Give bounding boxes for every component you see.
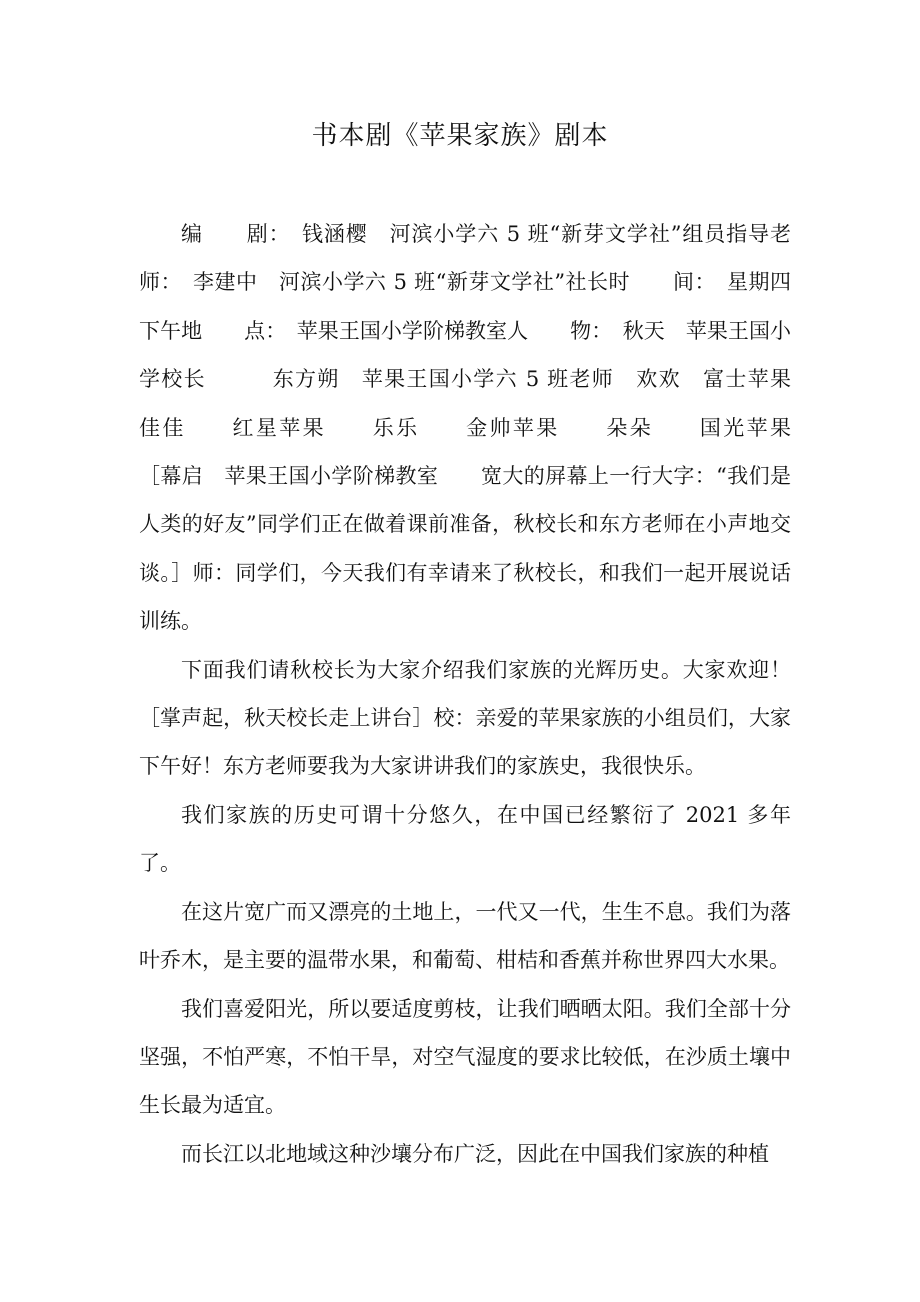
paragraph-credits: 编 剧： 钱涵樱 河滨小学六 5 班“新芽文学社”组员指导老师： 李建中 河滨小学六 5 班“新芽文学社”社长时 间： 星期四下午地 点： 苹果王国小学阶梯教室人 物： 秋天 苹果王国小学校长 东方朔 苹果王国小学六 5 班老师 欢欢 富士苹果 佳佳 红星苹果 乐乐 金帅苹果 朵朵 国光苹果 ［幕启 苹果王国小学阶梯教室 宽大的屏幕上一行大字：“我们是人类的好友”同学们正在做着课前准备，秋校长和东方老师在小声地交谈。］师：同学们，今天我们有幸请来了秋校长，和我们一起开展说话训练。 <box>139 222 833 634</box>
paragraph-sunlight: 我们喜爱阳光，所以要适度剪枝，让我们晒晒太阳。我们全部十分坚强，不怕严寒，不怕干旱，对空气湿度的要求比较低，在沙质土壤中生长最为适宜。 <box>139 996 791 1118</box>
paragraph-land: 在这片宽广而又漂亮的土地上，一代又一代，生生不息。我们为落叶乔木，是主要的温带水果，和葡萄、柑桔和香蕉并称世界四大水果。 <box>139 899 791 973</box>
paragraph-history: 我们家族的历史可谓十分悠久，在中国已经繁衍了 2021 多年了。 <box>139 802 791 876</box>
document-title: 书本剧《苹果家族》剧本 <box>311 121 609 151</box>
paragraph-principal-intro: 下面我们请秋校长为大家介绍我们家族的光辉历史。大家欢迎！［掌声起，秋天校长走上讲台］校：亲爱的苹果家族的小组员们，大家下午好！东方老师要我为大家讲讲我们的家族史，我很快乐。 <box>139 657 791 779</box>
document-body <box>139 210 833 1178</box>
paragraph-north-soil: 而长江以北地域这种沙壤分布广泛，因此在中国我们家族的种植 <box>181 1141 769 1166</box>
